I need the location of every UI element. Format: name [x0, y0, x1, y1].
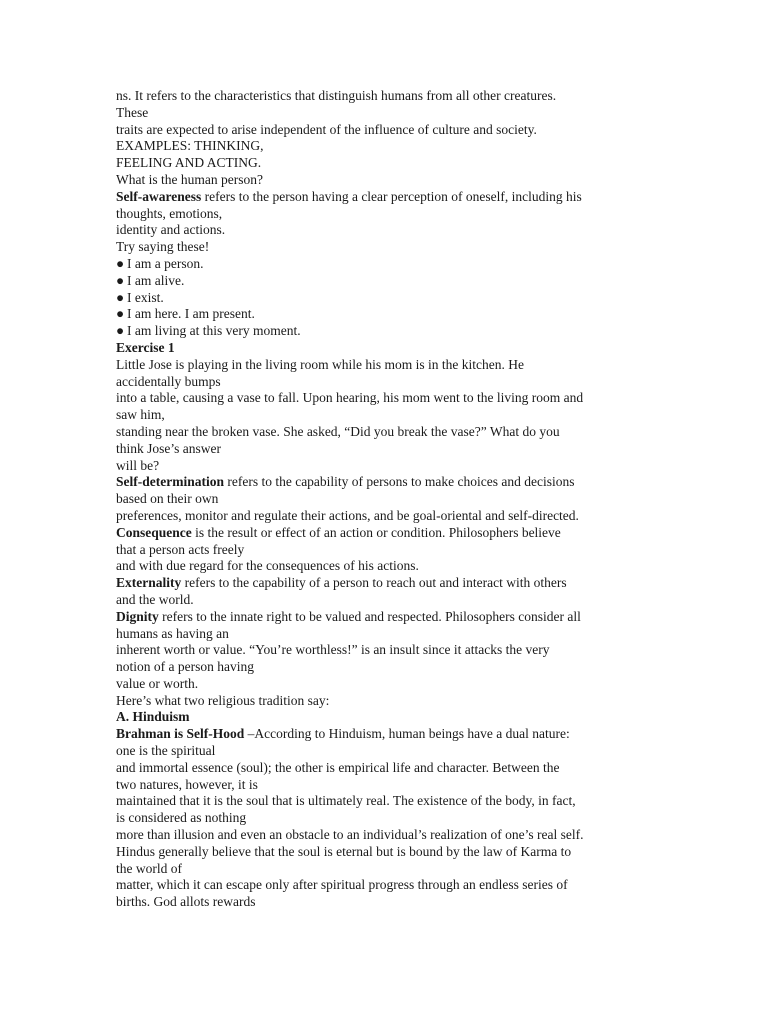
line-text: identity and actions. [116, 222, 226, 238]
line-text: I am here. I am present. [127, 306, 255, 322]
text-line [116, 390, 656, 407]
text-line [116, 558, 656, 575]
text-line [116, 172, 656, 189]
line-text: matter, which it can escape only after spiritual progress through an endless series of [116, 877, 568, 893]
line-text: births. God allots rewards [116, 894, 256, 910]
text-line [116, 273, 656, 290]
bold-term: Externality [116, 575, 182, 591]
line-text: thoughts, emotions, [116, 205, 223, 221]
bullet-icon: ● [116, 306, 125, 322]
line-text: refers to the capability of persons to make choices and decisions [223, 474, 575, 490]
bold-term: Self-awareness [116, 188, 202, 204]
line-text: I am alive. [127, 272, 185, 288]
line-text: standing near the broken vase. She asked, “Did you break the vase?” What do you [116, 423, 560, 439]
text-line [116, 474, 656, 491]
text-line [116, 827, 656, 844]
text-line [116, 542, 656, 559]
line-text: that a person acts freely [116, 541, 245, 557]
line-text: refers to the innate right to be valued and respected. Philosophers consider all [158, 608, 581, 624]
text-line [116, 122, 656, 139]
text-line [116, 306, 656, 323]
line-text: I exist. [127, 289, 164, 305]
line-text: is the result or effect of an action or condition. Philosophers believe [191, 524, 561, 540]
text-line [116, 222, 656, 239]
line-text: value or worth. [116, 675, 199, 691]
line-text: Try saying these! [116, 239, 210, 255]
line-text: Here’s what two religious tradition say: [116, 692, 330, 708]
line-text: –According to Hinduism, human beings have a dual nature: [244, 726, 570, 742]
text-line [116, 374, 656, 391]
text-line [116, 340, 656, 357]
text-line [116, 810, 656, 827]
line-text: I am living at this very moment. [127, 323, 301, 339]
text-line [116, 189, 656, 206]
text-line [116, 407, 656, 424]
text-line [116, 760, 656, 777]
bold-term: Self-determination [116, 474, 224, 490]
text-line [116, 88, 656, 105]
text-line [116, 525, 656, 542]
text-line [116, 894, 656, 911]
line-text: humans as having an [116, 625, 229, 641]
text-line [116, 676, 656, 693]
line-text: FEELING AND ACTING. [116, 155, 262, 171]
text-line [116, 726, 656, 743]
text-line [116, 861, 656, 878]
bullet-icon: ● [116, 289, 125, 305]
text-line [116, 323, 656, 340]
line-text: What is the human person? [116, 171, 263, 187]
text-line [116, 239, 656, 256]
bold-term: Dignity [116, 608, 159, 624]
bullet-icon: ● [116, 323, 125, 339]
bullet-icon: ● [116, 255, 125, 271]
line-text: the world of [116, 860, 182, 876]
line-text: These [116, 104, 149, 120]
text-line [116, 877, 656, 894]
text-line [116, 491, 656, 508]
line-text: two natures, however, it is [116, 776, 258, 792]
line-text: into a table, causing a vase to fall. Upon hearing, his mom went to the living room and [116, 390, 584, 406]
line-text: will be? [116, 457, 160, 473]
text-line [116, 357, 656, 374]
bold-term: Exercise 1 [116, 339, 175, 355]
line-text: I am a person. [127, 255, 204, 271]
text-line [116, 105, 656, 122]
bold-term: Brahman is Self-Hood [116, 726, 245, 742]
text-line [116, 743, 656, 760]
line-text: and immortal essence (soul); the other is empirical life and character. Between the [116, 759, 560, 775]
text-line [116, 777, 656, 794]
line-text: Hindus generally believe that the soul is eternal but is bound by the law of Karma to [116, 843, 572, 859]
text-line [116, 642, 656, 659]
line-text: accidentally bumps [116, 373, 221, 389]
text-line [116, 424, 656, 441]
text-line [116, 626, 656, 643]
text-line [116, 844, 656, 861]
line-text: is considered as nothing [116, 810, 247, 826]
text-line [116, 290, 656, 307]
text-line [116, 592, 656, 609]
line-text: refers to the capability of a person to reach out and interact with others [181, 575, 567, 591]
line-text: preferences, monitor and regulate their actions, and be goal-oriental and self-directed. [116, 507, 579, 523]
line-text: Little Jose is playing in the living room while his mom is in the kitchen. He [116, 356, 524, 372]
line-text: and with due regard for the consequences of his actions. [116, 558, 419, 574]
line-text: traits are expected to arise independent of the influence of culture and society. [116, 121, 537, 137]
line-text: more than illusion and even an obstacle to an individual’s realization of one’s real self. [116, 827, 584, 843]
text-line [116, 155, 656, 172]
text-line [116, 508, 656, 525]
bullet-icon: ● [116, 272, 125, 288]
text-line [116, 256, 656, 273]
text-line [116, 659, 656, 676]
bold-term: A. Hinduism [116, 709, 190, 725]
text-line [116, 709, 656, 726]
document-page [116, 88, 656, 911]
text-line [116, 138, 656, 155]
line-text: inherent worth or value. “You’re worthless!” is an insult since it attacks the very [116, 642, 550, 658]
text-line [116, 458, 656, 475]
line-text: refers to the person having a clear perception of oneself, including his [201, 188, 582, 204]
text-line [116, 441, 656, 458]
line-text: think Jose’s answer [116, 440, 221, 456]
text-line [116, 793, 656, 810]
text-line [116, 206, 656, 223]
line-text: EXAMPLES: THINKING, [116, 138, 264, 154]
line-text: based on their own [116, 491, 219, 507]
line-text: and the world. [116, 591, 194, 607]
line-text: ns. It refers to the characteristics that distinguish humans from all other creatures. [116, 88, 557, 103]
text-line [116, 693, 656, 710]
bold-term: Consequence [116, 524, 192, 540]
text-line [116, 575, 656, 592]
text-line [116, 609, 656, 626]
line-text: one is the spiritual [116, 743, 216, 759]
line-text: maintained that it is the soul that is ultimately real. The existence of the body, in fact, [116, 793, 576, 809]
line-text: notion of a person having [116, 659, 254, 675]
line-text: saw him, [116, 407, 165, 423]
